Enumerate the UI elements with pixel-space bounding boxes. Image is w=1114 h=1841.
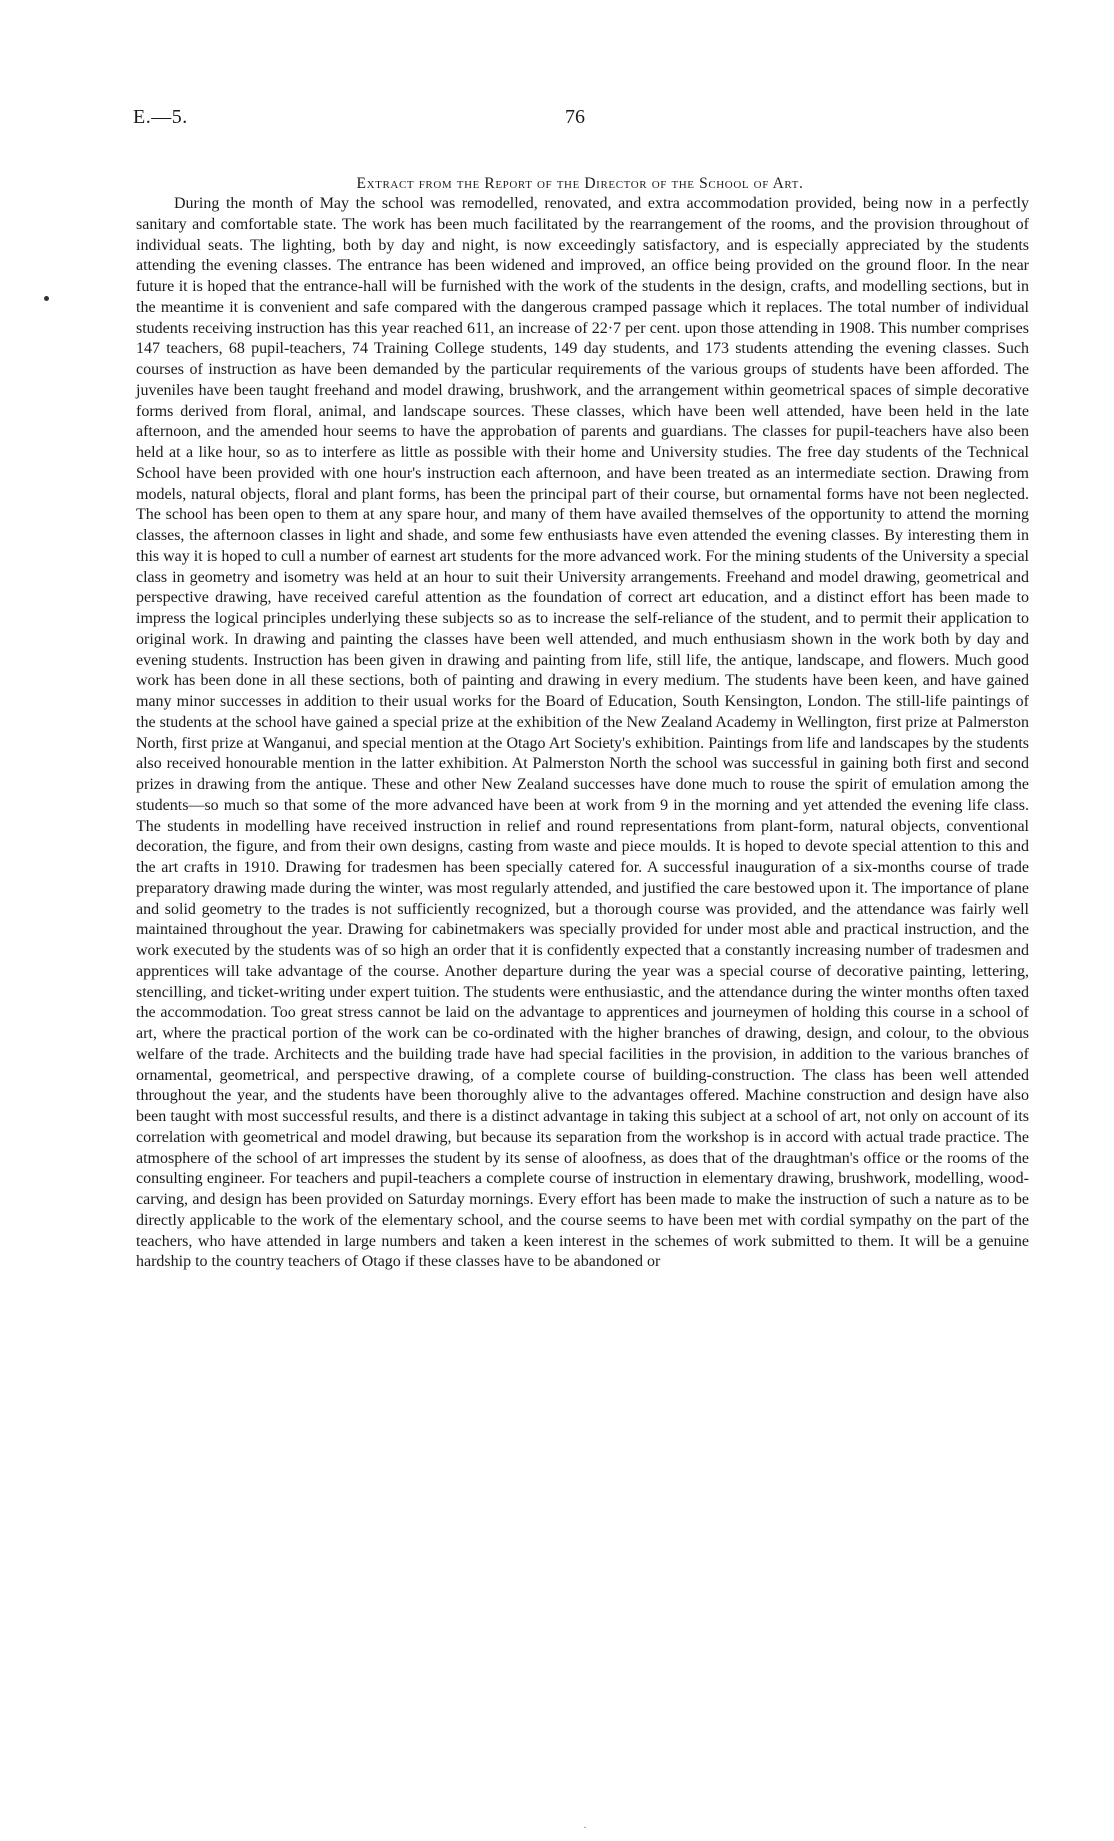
body-paragraph: During the month of May the school was remodelled, renovated, and extra accommodation provided, being now in a perfectly sanitary and comfortable state. The work has been much facilitated by the rearrangement of the rooms, and the provision throughout of individual seats. The lighting, both by day and night, is now exceedingly satisfactory, and is especially appreciated by the students attending the evening classes. The entrance has been widened and improved, an office being provided on the ground floor. In the near future it is hoped that the entrance-hall will be furnished with the work of the students in the design, crafts, and modelling sections, but in the meantime it is convenient and safe compared with the dangerous cramped passage which it replaces. The total number of individual students receiving instruction has this year reached 611, an increase of 22·7 per cent. upon those attending in 1908. This number comprises 147 teachers, 68 pupil-teachers, 74 Training College students, 149 day students, and 173 students attending the evening classes. Such courses of instruction as have been demanded by the particular requirements of the various groups of students have been afforded. The juveniles have been taught freehand and model drawing, brushwork, and the arrangement within geometrical spaces of simple decorative forms derived from floral, animal, and landscape sources. These classes, which have been well attended, have been held in the late afternoon, and the amended hour seems to have the approbation of parents and guardians. The classes for pupil-teachers have also been held at a like hour, so as to interfere as little as possible with their home and University studies. The free day students of the Technical School have been provided with one hour's instruction each afternoon, and have been treated as an intermediate section. Drawing from models, natural objects, floral and plant forms, has been the principal part of their course, but ornamental forms have not been neglected. The school has been open to them at any spare hour, and many of them have availed themselves of the opportunity to attend the morning classes, the afternoon classes in light and shade, and some few enthusiasts have even attended the evening classes. By interesting them in this way it is hoped to cull a number of earnest art students for the more advanced work. For the mining students of the University a special class in geometry and isometry was held at an hour to suit their University arrangements. Freehand and model drawing, geometrical and perspective drawing, have received careful attention as the foundation of correct art education, and a distinct effort has been made to impress the logical principles underlying these subjects so as to increase the self-reliance of the student, and to permit their application to original work. In drawing and painting the classes have been well attended, and much enthusiasm shown in the work both by day and evening students. Instruction has been given in drawing and painting from life, still life, the antique, landscape, and flowers. Much good work has been done in all these sections, both of painting and drawing in every medium. The students have been keen, and have gained many minor successes in addition to their usual works for the Board of Education, South Kensington, London. The still-life paintings of the students at the school have gained a special prize at the exhibition of the New Zealand Academy in Wellington, first prize at Palmerston North, first prize at Wanganui, and special mention at the Otago Art Society's exhibition. Paintings from life and landscapes by the students also received honourable mention in the latter exhibition. At Palmerston North the school was successful in gaining both first and second prizes in drawing from the antique. These and other New Zealand successes have done much to rouse the spirit of emulation among the students—so much so that some of the more advanced have been at work from 9 in the morning and yet attended the evening life class. The students in modelling have received instruction in relief and round representations from plant-form, natural objects, conventional decoration, the figure, and from their own designs, casting from waste and piece moulds. It is hoped to devote special attention to this and the art crafts in 1910. Drawing for tradesmen has been specially catered for. A successful inauguration of a six-months course of trade preparatory drawing made during the winter, was most regularly attended, and justified the care bestowed upon it. The importance of plane and solid geometry to the trades is not sufficiently recognized, but a thorough course was provided, and the attendance was fairly well maintained throughout the year. Drawing for cabinetmakers was specially provided for under most able and practical instruction, and the work executed by the students was of so high an order that it is confidently expected that a constantly increasing number of tradesmen and apprentices will take advantage of the course. Another departure during the year was a special course of decorative painting, lettering, stencilling, and ticket-writing under expert tuition. The students were enthusiastic, and the attendance during the winter months often taxed the accommodation. Too great stress cannot be laid on the advantage to apprentices and journeymen of holding this course in a school of art, where the practical portion of the work can be co-ordinated with the higher branches of drawing, design, and colour, to the obvious welfare of the trade. Architects and the building trade have had special facilities in the provision, in addition to the various branches of ornamental, geometrical, and perspective drawing, of a complete course of building-construction. The class has been well attended throughout the year, and the students have been thoroughly alive to the advantages offered. Machine construction and design have also been taught with most successful results, and there is a distinct advantage in taking this subject at a school of art, not only on account of its correlation with geometrical and model drawing, but because its separation from the workshop is in accord with actual trade practice. The atmosphere of the school of art impresses the student by its sense of aloofness, as does that of the draughtman's office or the rooms of the consulting engineer. For teachers and pupil-teachers a complete course of instruction in elementary drawing, brushwork, modelling, wood-carving, and design has been provided on Saturday mornings. Every effort has been made to make the instruction of such a nature as to be directly applicable to the work of the elementary school, and the course seems to have been met with cordial sympathy on the part of the teachers, who have attended in large numbers and taken a keen interest in the schemes of work submitted to them. It will be a genuine hardship to the country teachers of Otago if these classes have to be abandoned or (136, 195, 1029, 1271)
scan-speck-mark: · (583, 1820, 587, 1834)
page-reference: E.—5. (133, 106, 188, 128)
page-number: 76 (565, 106, 585, 128)
page-header (133, 106, 1033, 140)
margin-dot (44, 296, 49, 301)
section-title: Extract from the Report of the Director of the School of Art. (356, 175, 804, 192)
